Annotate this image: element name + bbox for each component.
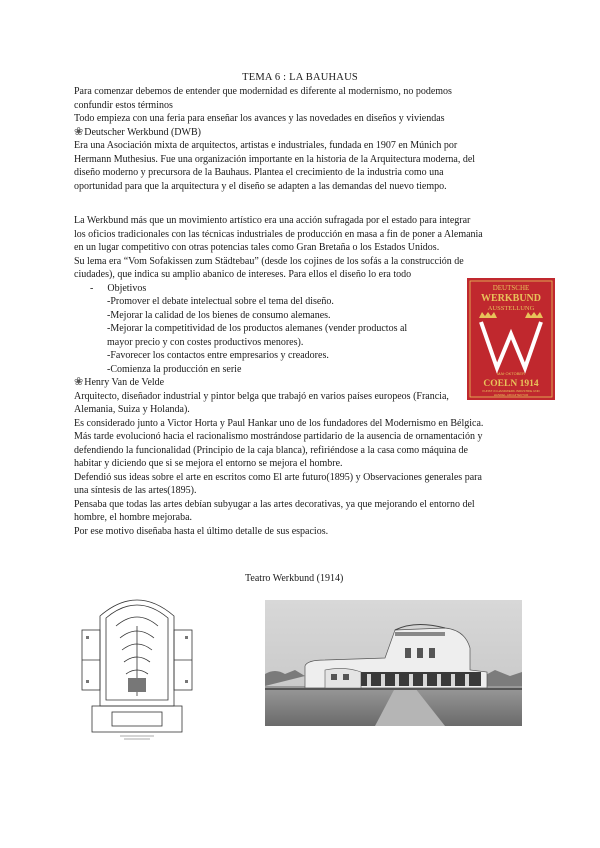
objetivo-3: -Mejorar la competitividad de los productos alemanes (vender productos al [107,323,408,334]
theatre-floor-plan [72,586,202,744]
velde-p2-line-1: Es considerado junto a Victor Horta y Paul Hankar uno de los fundadores del Modernismo en Bélgica. [74,417,484,429]
velde-heading [74,376,534,390]
flower-bullet-icon: ❀ [74,125,84,138]
poster-bottom-2: HANDEL·ARCHITEKTUR [493,393,529,397]
objetivo-5: -Comienza la producción en serie [107,363,242,375]
figure-caption: Teatro Werkbund (1914) [245,573,344,584]
floor-plan-graphic [72,586,202,744]
poster-city: COELN 1914 [483,379,539,389]
objetivos-heading [90,282,450,296]
velde-p2-line-2: Más tarde evolucionó hacia el racionalismo mostrándose partidario de la ausencia de ornamentación y [74,431,483,442]
dwb-heading [74,126,534,140]
poster-crown-left [479,312,497,318]
objetivo-2: -Mejorar la calidad de los bienes de consumo alemanes. [107,309,331,321]
velde-p3-line-2: una síntesis de las artes(1895). [74,485,197,496]
intro-line-1: Para comenzar debemos de entender que modernidad es diferente al modernismo, no podemos [74,86,452,97]
dwb-p2-line-2: los oficios tradicionales con las técnicas industriales de producción en masa a fin de poner a Alemania [74,228,483,240]
objetivo-1: -Promover el debate intelectual sobre el tema del diseño. [107,296,334,307]
dwb-p1-line-4: oportunidad para que la arquitectura y el diseño se adapten a las demandas del nuevo tiempo. [74,180,447,192]
theatre-photo [265,600,522,726]
flower-bullet-icon: ❀ [74,376,84,388]
poster-line-3: AUSSTELLUNG [487,305,535,312]
dwb-p1-line-3: diseño moderno y precursora de la Bauhaus. Plantea el crecimiento de la industria como una [74,167,444,178]
velde-p5: Por ese motivo diseñaba hasta el último detalle de sus espacios. [74,525,329,537]
dwb-p2-line-3: en un lugar competitivo con otras potencias tales como Gran Bretaña o los Estados Unidos. [74,242,440,253]
velde-p1-line-1: Arquitecto, diseñador industrial y pintor belga que trabajó en varios países europeos (Francia, [74,390,449,402]
intro-line-3: Todo empieza con una feria para enseñar los avances y las novedades en diseños y viviendas [74,113,445,124]
poster-line-1: DEUTSCHE [492,284,530,292]
velde-p4-line-1: Pensaba que todas las artes debían subyugar a las artes decorativas, ya que mejorando el entorno del [74,498,475,510]
velde-p3-line-1: Defendió sus ideas sobre el arte en escritos como El arte futuro(1895) y Observaciones generales para [74,471,482,483]
velde-p2-line-3: defendiendo la funcionalidad (Principio de la caja blanca), refiriéndose a la casa como máquina de [74,444,468,456]
objetivo-4: -Favorecer los contactos entre empresarios y creadores. [107,350,329,361]
poster-crown-right [525,312,543,318]
poster-line-2: WERKBUND [480,293,542,304]
objetivos-dash: - [90,282,94,294]
velde-p2-line-4: habitar y diciendo que si se mejora el entorno se mejora el hombre. [74,458,343,469]
objetivo-3-cont: mayor precio y con costes productivos menores). [107,336,304,348]
poster-mid: MAI·OKTOBER [497,371,525,376]
dwb-p3-line-1: Su lema era “Vom Sofakissen zum Städtebau” (desde los cojines de los sofás a la construcción de [74,255,464,267]
dwb-p1-line-1: Era una Asociación mixta de arquitectos, artistas e industriales, fundada en 1907 en Múnich por [74,140,458,151]
velde-heading-text: Henry Van de Velde [84,377,165,388]
dwb-p1-line-2: Hermann Muthesius. Fue una organización importante en la historia de la Arquitectura moderna, del [74,153,476,165]
objetivos-label: Objetivos [107,282,147,294]
theatre-photo-graphic [265,600,522,726]
dwb-p2-line-1: La Werkbund más que un movimiento artístico era una acción sufragada por el estado para integrar [74,215,471,226]
dwb-heading-text: Deutscher Werkbund (DWB) [84,126,201,138]
velde-p4-line-2: hombre, el hombre mejoraba. [74,512,193,523]
intro-line-2: confundir estos términos [74,99,173,111]
dwb-p3-line-2: ciudades), que indica su amplio abanico de intereses. Para ellos el diseño lo era todo [74,269,412,280]
page-title: TEMA 6 : LA BAUHAUS [242,72,358,83]
velde-p1-line-2: Alemania, Suiza y Holanda). [74,404,190,415]
poster-bottom-1: KUNST·IN·HANDWERK·INDUSTRIE·UND [482,389,540,393]
